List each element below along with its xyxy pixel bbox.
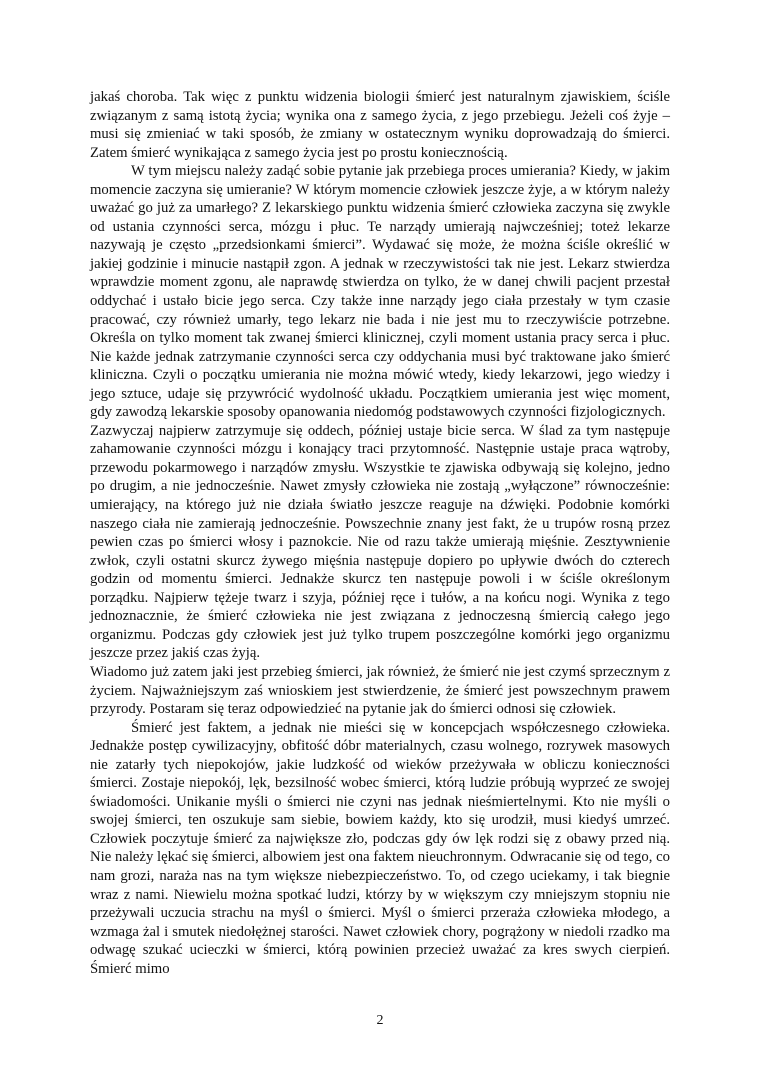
body-text bbox=[90, 88, 670, 978]
paragraph-5: Śmierć jest faktem, a jednak nie mieści się w koncepcjach współczesnego człowieka. Jednakże postęp cywilizacyjny, obfitość dóbr materialnych, czasu wolnego, rozrywek masowych nie zatarły tych niepokojów, jakie ludzkość od wieków przeżywała w obliczu konieczności śmierci. Zostaje niepokój, lęk, bezsilność wobec śmierci, którą ludzie próbują wyprzeć ze swojej świadomości. Unikanie myśli o śmierci nie czyni nas jednak nieśmiertelnymi. Kto nie myśli o swojej śmierci, ten oszukuje sam siebie, bowiem każdy, kto się urodził, musi kiedyś umrzeć. Człowiek poczytuje śmierć za największe zło, podczas gdy ów lęk rodzi się z obawy przed nią. Nie należy lękać się śmierci, albowiem jest ona faktem nieuchronnym. Odwracanie się od tego, co nam grozi, naraża nas na tym większe niebezpieczeństwo. To, od czego uciekamy, i tak biegnie wraz z nami. Niewielu można spotkać ludzi, którzy by w większym czy mniejszym stopniu nie przeżywali uczucia strachu na myśl o śmierci. Myśl o śmierci przeraża człowieka młodego, a wzmaga żal i smutek niedołężnej starości. Nawet człowiek chory, pogrążony w niedoli rzadko ma odwagę szukać ucieczki w śmierci, którą powinien przecież uważać za kres swych cierpień. Śmierć mimo bbox=[90, 719, 670, 977]
paragraph-1: jakaś choroba. Tak więc z punktu widzenia biologii śmierć jest naturalnym zjawiskiem, ściśle związanym z samą istotą życia; wynika ona z samego życia, z jego przebiegu. Jeżeli coś żyje – musi się zmieniać w taki sposób, że zmiany w ostatecznym wyniku doprowadzają do śmierci. Zatem śmierć wynikająca z samego życia jest po prostu koniecznością. bbox=[90, 89, 670, 161]
paragraph-4: Wiadomo już zatem jaki jest przebieg śmierci, jak również, że śmierć nie jest czymś sprzecznym z życiem. Najważniejszym zaś wnioskiem jest stwierdzenie, że śmierć jest powszechnym prawem przyrody. Postaram się teraz odpowiedzieć na pytanie jak do śmierci odnosi się człowiek. bbox=[90, 663, 670, 718]
paragraph-2: W tym miejscu należy zadąć sobie pytanie jak przebiega proces umierania? Kiedy, w jakim momencie zaczyna się umieranie? W którym momencie człowiek jeszcze żyje, a w którym należy uważać go już za umarłego? Z lekarskiego punktu widzenia śmierć człowieka zaczyna się zwykle od ustania czynności serca, mózgu i płuc. Te narządy umierają najwcześniej; toteż lekarze nazywają je często „przedsionkami śmierci”. Wydawać się może, że można ściśle określić w jakiej godzinie i minucie nastąpił zgon. A jednak w rzeczywistości tak nie jest. Lekarz stwierdza wprawdzie moment zgonu, ale naprawdę stwierdza on tylko, że w danej chwili pacjent przestał oddychać i ustało bicie jego serca. Czy także inne narządy jego ciała przestały w tym czasie pracować, czy również umarły, tego lekarz nie bada i nie jest mu to rzeczywiście potrzebne. Określa on tylko moment tak zwanej śmierci klinicznej, czyli moment ustania pracy serca i płuc. Nie każde jednak zatrzymanie czynności serca czy oddychania musi być traktowane jako śmierć kliniczna. Czyli o początku umierania nie można mówić wtedy, kiedy lekarzowi, jego wiedzy i jego sztuce, udaje się przywrócić wydolność układu. Początkiem umierania jest więc moment, gdy zawodzą lekarskie sposoby opanowania niedomóg podstawowych czynności fizjologicznych. bbox=[90, 163, 670, 421]
page-number: 2 bbox=[376, 1013, 384, 1028]
paragraph-3: Zazwyczaj najpierw zatrzymuje się oddech, później ustaje bicie serca. W ślad za tym następuje zahamowanie czynności mózgu i konający traci przytomność. Następnie ustaje praca wątroby, przewodu pokarmowego i narządów zmysłu. Wszystkie te zjawiska odbywają się kolejno, jedno po drugim, a nie jednocześnie. Nawet zmysły człowieka nie zostają „wyłączone” równocześnie: umierający, na którego już nie działa światło jeszcze reaguje na dźwięki. Podobnie komórki naszego ciała nie zamierają jednocześnie. Powszechnie znany jest fakt, że u trupów rosną przez pewien czas po śmierci włosy i paznokcie. Nie od razu także umierają mięśnie. Zesztywnienie zwłok, czyli ostatni skurcz żywego mięśnia następuje dopiero po upływie dwóch do czterech godzin od momentu śmierci. Jednakże skurcz ten następuje powoli i w ściśle określonym porządku. Najpierw tężeje twarz i szyja, później ręce i tułów, a na końcu nogi. Wynika z tego jednoznacznie, że śmierć człowieka nie jest związana z jednoczesną śmiercią całego jego organizmu. Podczas gdy człowiek jest już tylko trupem poszczególne komórki jego organizmu jeszcze przez jakiś czas żyją. bbox=[90, 422, 670, 662]
